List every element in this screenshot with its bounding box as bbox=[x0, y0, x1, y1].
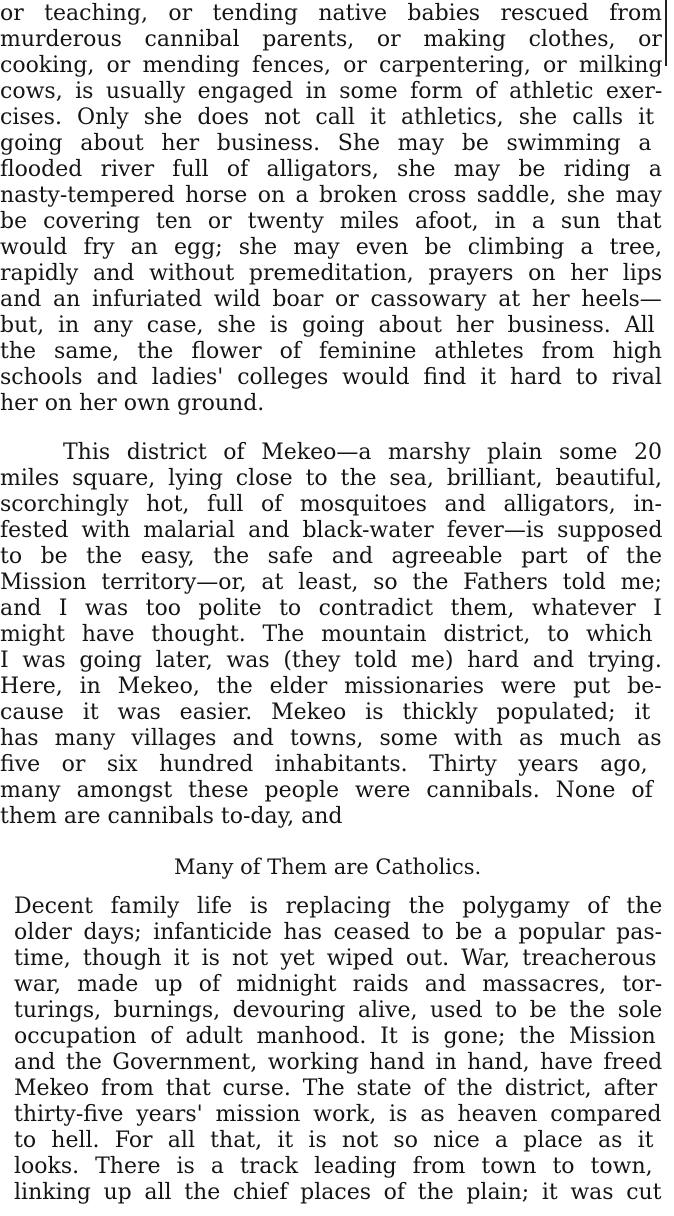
text-line: be covering ten or twenty miles afoot, in a sun that bbox=[0, 209, 662, 234]
text-line: nasty-tempered horse on a broken cross saddle, she may bbox=[0, 183, 662, 208]
subheading: Many of Them are Catholics. bbox=[174, 855, 482, 879]
text-line: cause it was easier. Mekeo is thickly populated; it bbox=[0, 700, 651, 725]
text-line: occupation of adult manhood. It is gone; the Mission bbox=[14, 1024, 656, 1049]
text-line: miles square, lying close to the sea, brilliant, beautiful, bbox=[0, 466, 663, 491]
text-line: I was going later, was (they told me) hard and trying. bbox=[0, 648, 662, 673]
text-line: schools and ladies' colleges would find it hard to rival bbox=[0, 365, 662, 390]
text-line: scorchingly hot, full of mosquitoes and alligators, in- bbox=[0, 492, 662, 517]
text-line: would fry an egg; she may even be climbing a tree, bbox=[0, 235, 663, 260]
text-line: Here, in Mekeo, the elder missionaries were put be- bbox=[0, 674, 662, 699]
text-line: them are cannibals to-day, and bbox=[0, 804, 343, 829]
text-line: war, made up of midnight raids and massacres, tor- bbox=[14, 972, 663, 997]
text-line: cooking, or mending fences, or carpentering, or milking bbox=[0, 53, 663, 78]
text-line: cises. Only she does not call it athletics, she calls it bbox=[0, 105, 655, 130]
text-line: to be the easy, the safe and agreeable part of the bbox=[0, 544, 663, 569]
text-line: and an infuriated wild boar or cassowary at her heels— bbox=[0, 287, 662, 312]
text-line: thirty-five years' mission work, is as heaven compared bbox=[14, 1102, 662, 1127]
text-line: going about her business. She may be swimming a bbox=[0, 131, 652, 156]
text-line: many amongst these people were cannibals. None of bbox=[0, 778, 653, 803]
text-line: might have thought. The mountain district, to which bbox=[0, 622, 653, 647]
text-line: her on her own ground. bbox=[0, 391, 265, 416]
text-line: linking up all the chief places of the plain; it was cut bbox=[14, 1180, 662, 1205]
text-line: time, though it is not yet wiped out. War, treacherous bbox=[14, 946, 657, 971]
text-line: murderous cannibal parents, or making clothes, or bbox=[0, 27, 662, 52]
text-line: Mekeo from that curse. The state of the district, after bbox=[14, 1076, 658, 1101]
text-line: five or six hundred inhabitants. Thirty years ago, bbox=[0, 752, 648, 777]
text-line: flooded river full of alligators, she may be riding a bbox=[0, 157, 662, 182]
column-rule bbox=[665, 0, 667, 66]
text-line: rapidly and without premeditation, prayers on her lips bbox=[0, 261, 663, 286]
text-line: cows, is usually engaged in some form of athletic exer- bbox=[0, 79, 663, 104]
text-line: This district of Mekeo—a marshy plain some 20 bbox=[63, 440, 662, 465]
text-line: the same, the flower of feminine athletes from high bbox=[0, 339, 662, 364]
text-line: has many villages and towns, some with as much as bbox=[0, 726, 662, 751]
text-line: fested with malarial and black-water fever—is supposed bbox=[0, 518, 663, 543]
text-line: Mission territory—or, at least, so the Fathers told me; bbox=[0, 570, 662, 595]
text-line: older days; infanticide has ceased to be a popular pas- bbox=[14, 920, 663, 945]
text-line: turings, burnings, devouring alive, used to be the sole bbox=[14, 998, 663, 1023]
text-line: or teaching, or tending native babies rescued from bbox=[0, 1, 663, 26]
text-line: looks. There is a track leading from town to town, bbox=[14, 1154, 653, 1179]
text-line: and the Government, working hand in hand, have freed bbox=[14, 1050, 663, 1075]
text-line: to hell. For all that, it is not so nice a place as it bbox=[14, 1128, 654, 1153]
text-line: Decent family life is replacing the polygamy of the bbox=[14, 894, 663, 919]
text-line: but, in any case, she is going about her business. All bbox=[0, 313, 655, 338]
text-line: and I was too polite to contradict them, whatever I bbox=[0, 596, 662, 621]
